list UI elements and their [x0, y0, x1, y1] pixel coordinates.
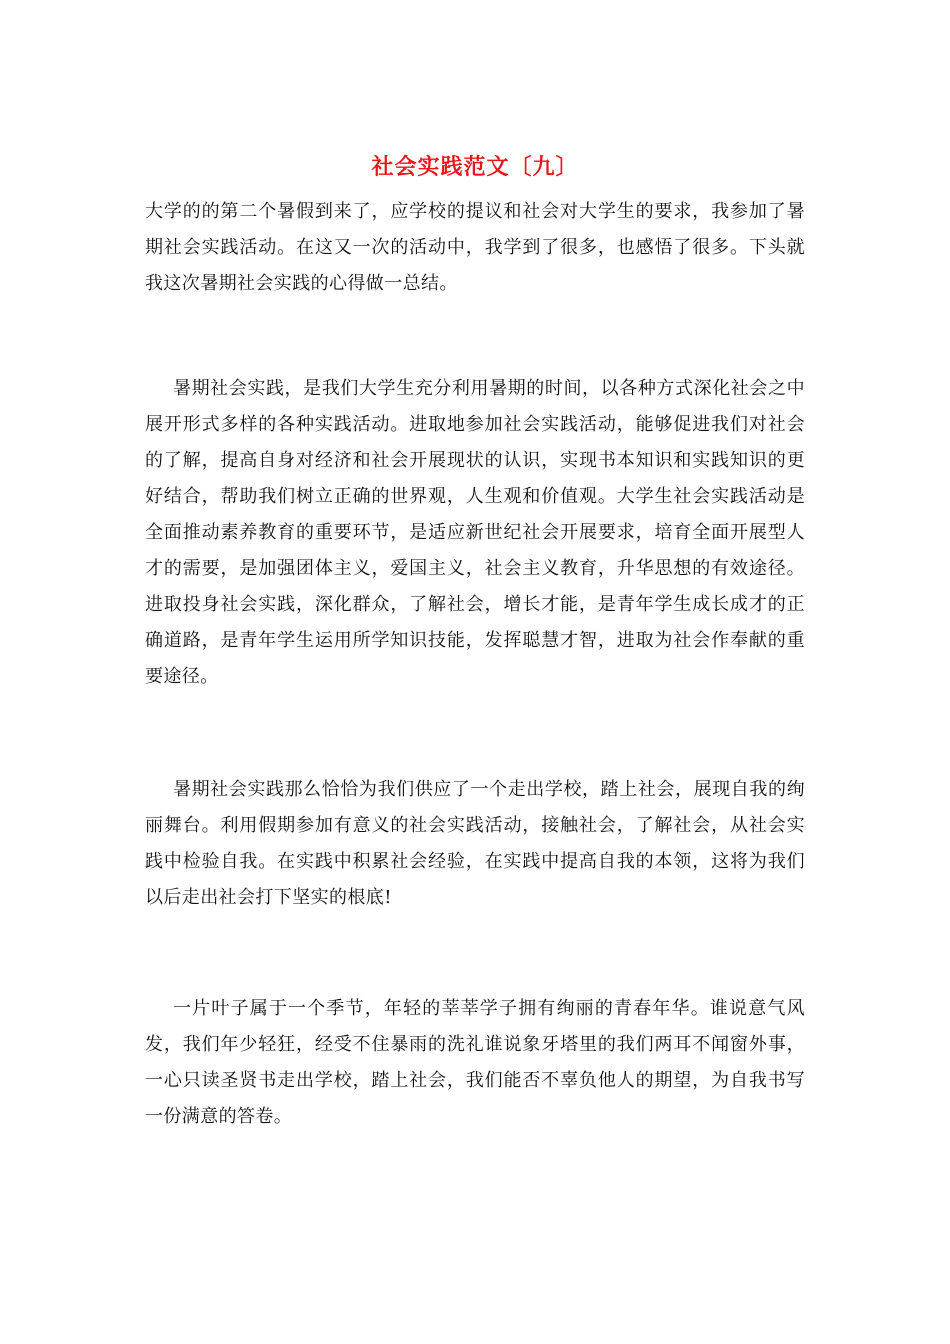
- paragraph-practice-meaning: 暑期社会实践，是我们大学生充分利用暑期的时间，以各种方式深化社会之中展开形式多样的各种实践活动。进取地参加社会实践活动，能够促进我们对社会的了解，提高自身对经济和社会开展现状的认识，实现书本知识和实践知识的更好结合，帮助我们树立正确的世界观，人生观和价值观。大学生社会实践活动是全面推动素养教育的重要环节，是适应新世纪社会开展要求，培育全面开展型人才的需要，是加强团体主义，爱国主义，社会主义教育，升华思想的有效途径。进取投身社会实践，深化群众，了解社会，增长才能，是青年学生成长成才的正确道路，是青年学生运用所学知识技能，发挥聪慧才智，进取为社会作奉献的重要途径。: [145, 378, 805, 687]
- paragraph-youth: 一片叶子属于一个季节，年轻的莘莘学子拥有绚丽的青春年华。谁说意气风发，我们年少轻狂，经受不住暴雨的洗礼谁说象牙塔里的我们两耳不闻窗外事，一心只读圣贤书走出学校，踏上社会，我们能否不辜负他人的期望，为自我书写一份满意的答卷。: [145, 998, 805, 1127]
- page-title: 社会实践范文〔九〕: [371, 154, 579, 180]
- paragraph-stage: 暑期社会实践那么恰恰为我们供应了一个走出学校，踏上社会，展现自我的绚丽舞台。利用假期参加有意义的社会实践活动，接触社会，了解社会，从社会实践中检验自我。在实践中积累社会经验，在实践中提高自我的本领，这将为我们以后走出社会打下坚实的根底!: [145, 779, 805, 908]
- paragraph-intro: 大学的的第二个暑假到来了，应学校的提议和社会对大学生的要求，我参加了暑期社会实践活动。在这又一次的活动中，我学到了很多，也感悟了很多。下头就我这次暑期社会实践的心得做一总结。: [145, 201, 805, 294]
